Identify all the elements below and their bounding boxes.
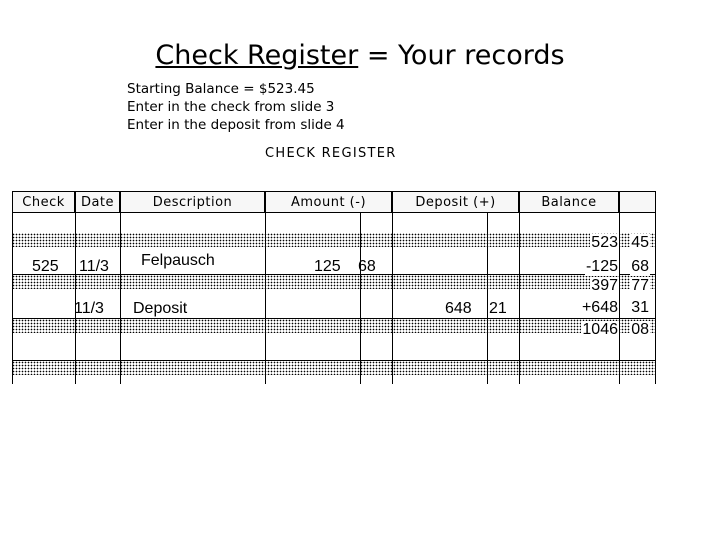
register-row-shaded xyxy=(12,233,656,247)
register-row-entry xyxy=(12,289,656,319)
balance-dollars: 523 xyxy=(591,234,618,251)
register-row-shaded xyxy=(12,319,656,333)
instructions xyxy=(127,80,345,134)
slide-title xyxy=(0,40,720,71)
balance-cents: 45 xyxy=(631,234,649,251)
check-register xyxy=(12,191,656,384)
column-divider xyxy=(392,213,393,384)
entry-description: Deposit xyxy=(133,300,188,317)
header-deposit: Deposit (+) xyxy=(392,191,519,213)
entry-check-number: 525 xyxy=(32,258,59,275)
header-amount: Amount (-) xyxy=(265,191,392,213)
balance-dollars: -125 xyxy=(585,258,618,275)
balance-dollars: 1046 xyxy=(582,321,618,338)
entry-deposit-cents: 21 xyxy=(489,300,507,317)
instruction-line: Starting Balance = $523.45 xyxy=(127,81,315,97)
header-date: Date xyxy=(75,191,120,213)
column-divider xyxy=(360,213,361,384)
column-divider xyxy=(619,213,620,384)
instruction-line: Enter in the check from slide 3 xyxy=(127,99,335,115)
balance-cents: 08 xyxy=(631,321,649,338)
entry-description: Felpausch xyxy=(141,252,215,269)
header-description: Description xyxy=(120,191,265,213)
header-balance: Balance xyxy=(519,191,619,213)
entry-amount-dollars: 125 xyxy=(314,258,341,275)
column-divider xyxy=(265,213,266,384)
entry-deposit-dollars: 648 xyxy=(445,300,472,317)
balance-cents: 77 xyxy=(631,277,649,294)
register-row-entry xyxy=(12,333,656,361)
balance-dollars: +648 xyxy=(581,299,618,316)
column-divider xyxy=(655,213,656,384)
title-rest: = Your records xyxy=(358,40,565,71)
entry-date: 11/3 xyxy=(79,258,109,275)
register-row-shaded xyxy=(12,275,656,289)
header-check: Check xyxy=(12,191,75,213)
balance-cents: 68 xyxy=(631,258,649,275)
column-divider xyxy=(487,213,488,384)
balance-cents: 31 xyxy=(631,299,649,316)
column-divider xyxy=(12,213,13,384)
column-divider xyxy=(75,213,76,384)
instruction-line: Enter in the deposit from slide 4 xyxy=(127,117,345,133)
entry-date: 11/3 xyxy=(74,300,104,317)
column-divider xyxy=(519,213,520,384)
header-balance-cents xyxy=(619,191,656,213)
entry-amount-cents: 68 xyxy=(358,258,376,275)
balance-dollars: 397 xyxy=(591,277,618,294)
title-underlined: Check Register xyxy=(155,40,359,71)
register-title: CHECK REGISTER xyxy=(265,146,397,161)
column-divider xyxy=(120,213,121,384)
register-row-shaded xyxy=(12,361,656,375)
